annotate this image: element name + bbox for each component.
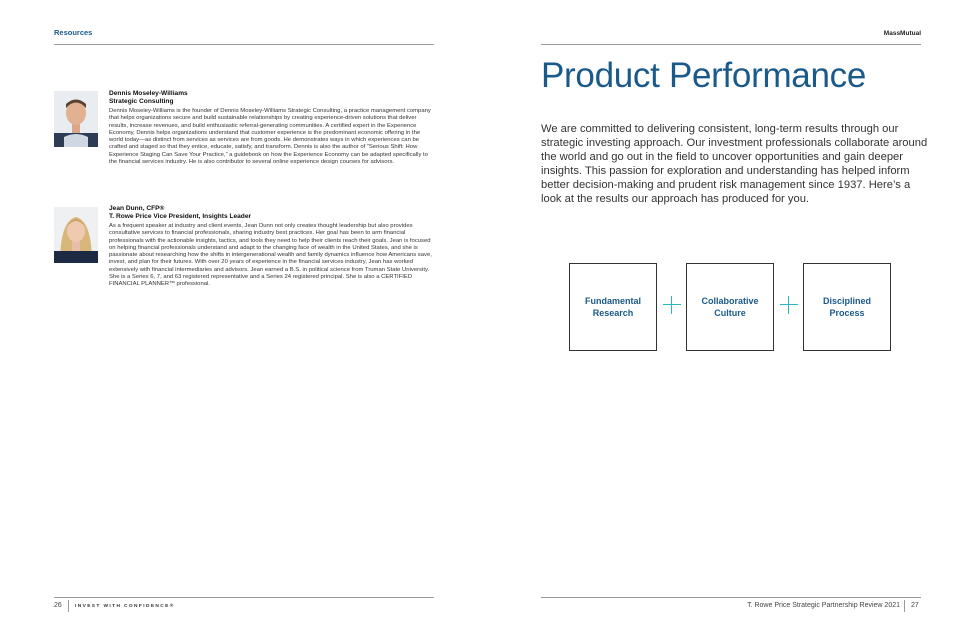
section-label: Resources bbox=[54, 28, 93, 37]
bio-name: Dennis Moseley-Williams bbox=[109, 90, 188, 97]
bio-name: Jean Dunn, CFP® bbox=[109, 205, 165, 212]
brand-label: MassMutual bbox=[883, 30, 921, 37]
tagline: INVEST WITH CONFIDENCE® bbox=[75, 604, 175, 609]
box-fundamental-research bbox=[569, 263, 657, 351]
page-number-right: 27 bbox=[911, 602, 919, 609]
bio-text: As a frequent speaker at industry and client events, Jean Dunn not only creates thought leadership but also provides consultative services to financial professionals, sharing industry best practices. Her goal has been to arm financial professionals with the actionable insights, tactics, and tools they need to help their clients reach their goals. Jean is focused on helping financial professionals understand and adapt to the changing face of wealth in the United States, and she is passionate about researching how the shifts in intergenerational wealth and family dynamics influence how Americans save, invest, and plan for their futures. With over 20 years of experience in the financial services industry, Jean has worked extensively with financial intermediaries and advisors. Jean earned a B.S. in political science from Truman State University. She is a Series 6, 7, and 63 registered representative and a Series 24 registered principal. She is also a CERTIFIED FINANCIAL PLANNER™ professional. bbox=[109, 223, 432, 288]
bio-role: Strategic Consulting bbox=[109, 98, 174, 105]
dennis-photo bbox=[54, 91, 98, 147]
header-rule-right bbox=[541, 44, 921, 45]
footer-rule-right bbox=[541, 597, 921, 598]
box-disciplined-process bbox=[803, 263, 891, 351]
plus-icon bbox=[663, 296, 681, 314]
box-label: Collaborative Culture bbox=[701, 296, 759, 318]
page-number-left: 26 bbox=[54, 602, 62, 609]
footer-rule-left bbox=[54, 597, 434, 598]
bio-jean bbox=[109, 205, 433, 289]
box-collaborative-culture bbox=[686, 263, 774, 351]
bio-role: T. Rowe Price Vice President, Insights Leader bbox=[109, 213, 252, 220]
footer-divider-right bbox=[904, 600, 905, 612]
plus-icon bbox=[780, 296, 798, 314]
footer-divider-left bbox=[68, 600, 69, 612]
intro-paragraph: We are committed to delivering consistent, long-term results through our strategic investing approach. Our investment professionals collaborate around the world and go out in the field to uncover opportunities and gain deeper insights. This passion for exploration and understanding has helped inform better decision-making and prudent risk management since 1937. Here’s a look at the results our approach has produced for you. bbox=[541, 123, 928, 205]
page-title: Product Performance bbox=[541, 56, 867, 95]
box-label: Fundamental Research bbox=[584, 296, 641, 318]
header-rule-left bbox=[54, 44, 434, 45]
bio-text: Dennis Moseley-Williams is the founder of Dennis Moseley-Williams Strategic Consulting, a practice management company that helps organizations secure and build sustainable relationships by creating experience-driven solutions that deliver results, increase revenues, and build enthusiastic referral-generating communities. A certified expert in the Experience Economy, Dennis helps organizations understand that customer experience is the predominant economic offering in the world today—as distinct from services as services are from goods. He demonstrates ways in which experiences can be crafted and staged so that they entice, educate, satisfy, and transform. Dennis is also the author of “Serious Shift: How Experience Staging Can Save Your Practice,” a guidebook on how the Experience Economy can be adapted specifically to the financial services industry. He is also contributor to several online experience design courses for advisors. bbox=[109, 108, 431, 166]
bio-dennis bbox=[109, 90, 433, 166]
box-label: Disciplined Process bbox=[822, 296, 871, 318]
jean-photo bbox=[54, 207, 98, 263]
footer-publication: T. Rowe Price Strategic Partnership Review 2021 bbox=[747, 602, 900, 609]
